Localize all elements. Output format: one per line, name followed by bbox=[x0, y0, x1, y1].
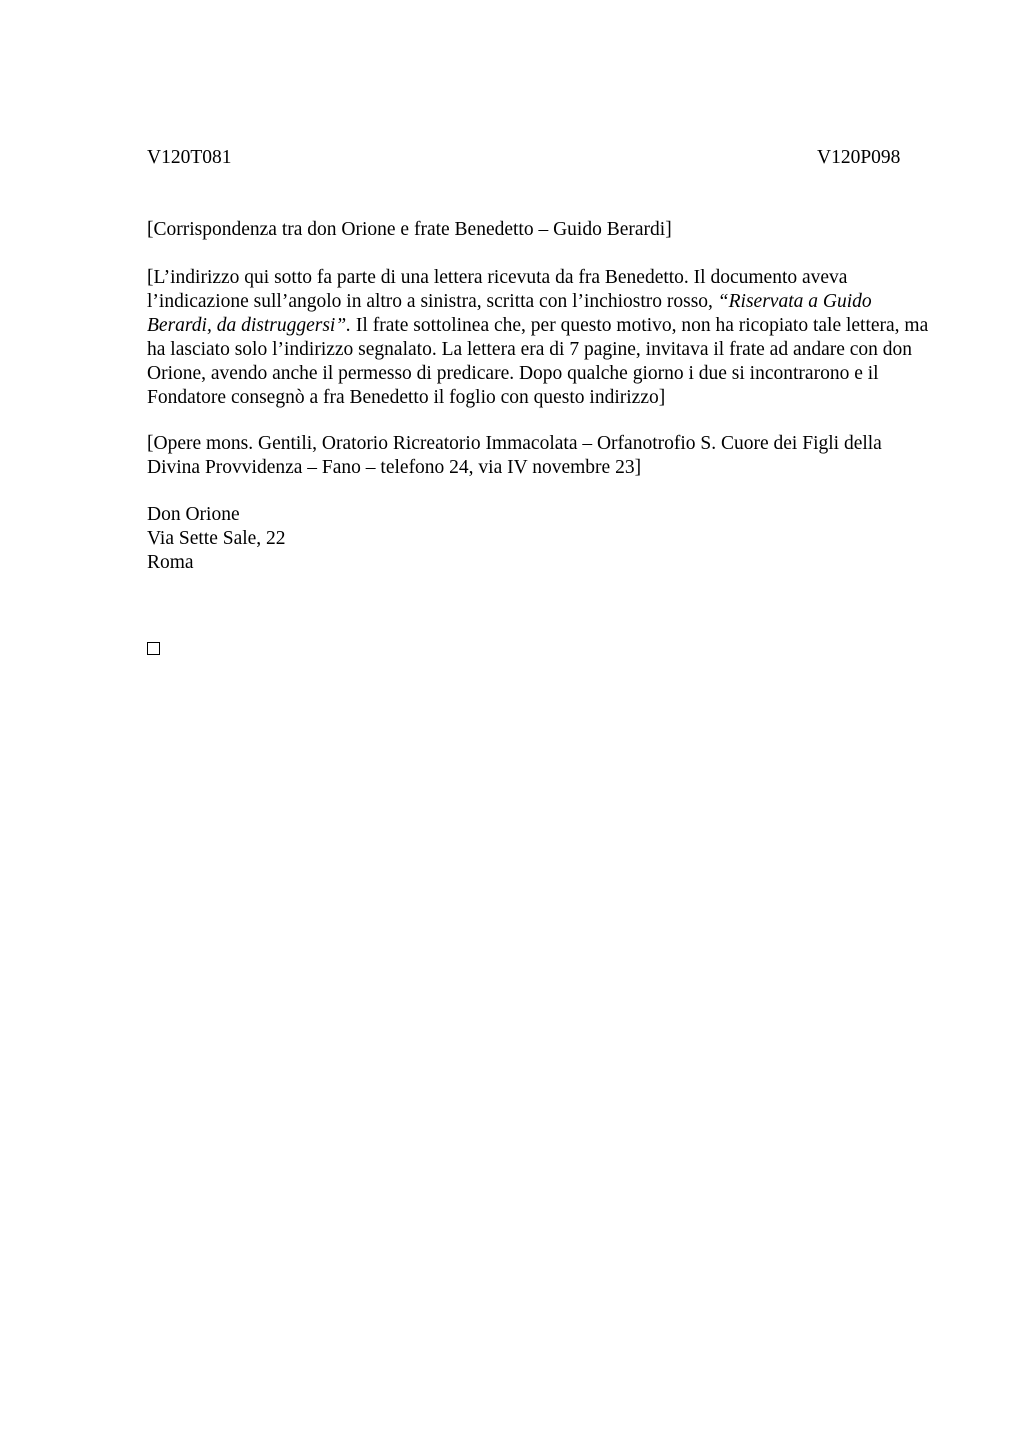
editorial-note-quote: “Riservata a Guido Berardi, da distruggersi”. bbox=[147, 291, 872, 336]
signature-name: Don Orione bbox=[147, 504, 240, 525]
signature-street: Via Sette Sale, 22 bbox=[147, 528, 286, 549]
editorial-note-text-1: [L’indirizzo qui sotto fa parte di una lettera ricevuta da fra Benedetto. Il documento aveva l’indicazione sull’angolo in altro a sinistra, scritta con l’inchiostro rosso, bbox=[147, 267, 848, 312]
signature-block bbox=[147, 503, 937, 575]
checkbox-square-icon bbox=[147, 642, 160, 655]
document-code-right: V120P098 bbox=[817, 147, 901, 168]
letterhead-text: [Opere mons. Gentili, Oratorio Ricreatorio Immacolata – Orfanotrofio S. Cuore dei Figli della Divina Provvidenza – Fano – telefono 24, via IV novembre 23] bbox=[147, 433, 882, 478]
editorial-note bbox=[147, 266, 937, 410]
editorial-note-text-2: Il frate sottolinea che, per questo motivo, non ha ricopiato tale lettera, ma ha lasciato solo l’indirizzo segnalato. La lettera era di 7 pagine, invitava il frate ad andare con don Orione, avendo anche il permesso di predicare. Dopo qualche giorno i due si incontrarono e il Fondatore consegnò a fra Benedetto il foglio con questo indirizzo] bbox=[147, 315, 929, 408]
signature-city: Roma bbox=[147, 552, 194, 573]
document-code-left: V120T081 bbox=[147, 147, 232, 168]
document-title: [Corrispondenza tra don Orione e frate Benedetto – Guido Berardi] bbox=[147, 219, 672, 240]
